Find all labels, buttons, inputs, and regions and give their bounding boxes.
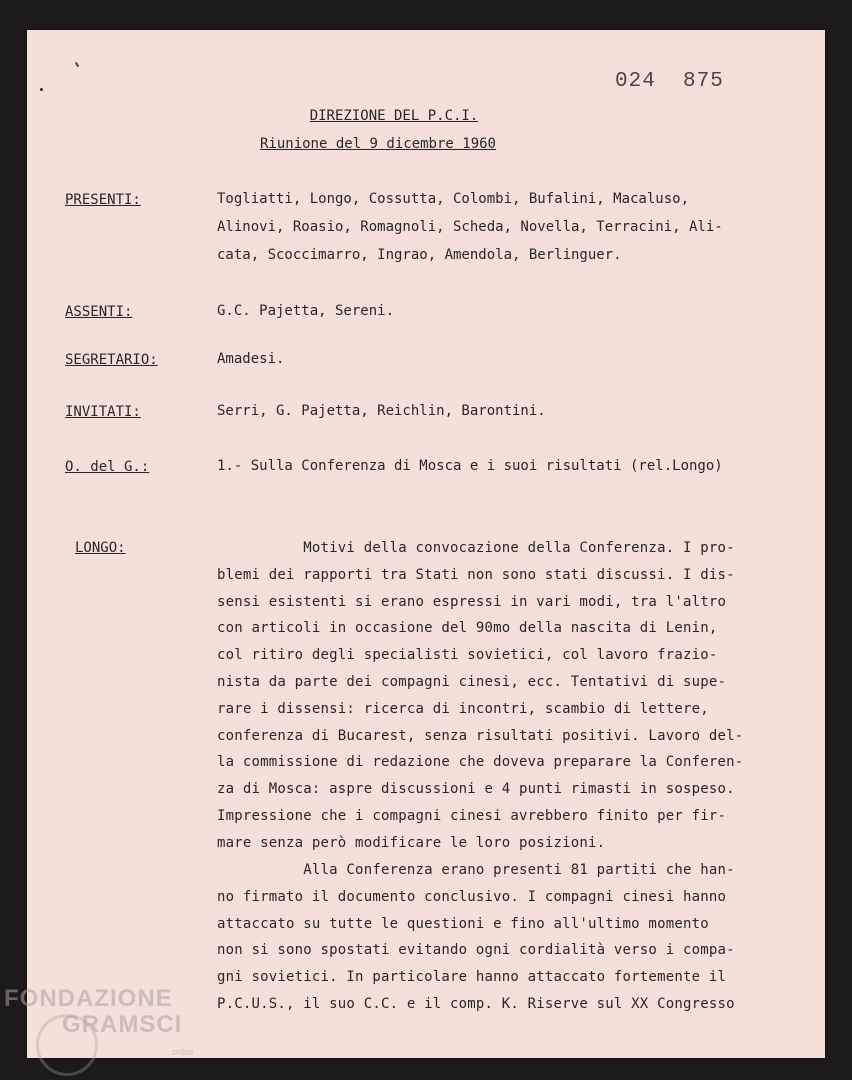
presenti-value: Togliatti, Longo, Cossutta, Colombi, Bufalini, Macaluso, Alinovi, Roasio, Romagnoli, Scheda, Novella, Terracini, Ali- cata, Scoccimarro, Ingrao, Amendola, Berlinguer.	[217, 191, 723, 263]
watermark-line-2: GRAMSCI	[62, 1011, 183, 1038]
invitati-label: INVITATI:	[65, 404, 141, 420]
ink-speck	[40, 88, 43, 91]
invitati-value: Serri, G. Pajetta, Reichlin, Barontini.	[217, 403, 546, 419]
document-number: 024 875	[615, 70, 724, 93]
odg-value: 1.- Sulla Conferenza di Mosca e i suoi risultati (rel.Longo)	[217, 458, 723, 474]
document-subtitle: Riunione del 9 dicembre 1960	[259, 136, 496, 152]
segretario-label: SEGRETARIO:	[65, 352, 158, 368]
watermark	[4, 986, 182, 1038]
presenti-label: PRESENTI:	[65, 192, 141, 208]
ink-mark	[75, 62, 79, 67]
document-page	[27, 30, 825, 1058]
assenti-value: G.C. Pajetta, Sereni.	[217, 303, 395, 319]
segretario-value: Amadesi.	[217, 351, 285, 367]
watermark-sub: onlus	[172, 1047, 194, 1057]
body-paragraph-1: Motivi della convocazione della Conferenza. I pro- blemi dei rapporti tra Stati non sono stati discussi. I dis- sensi esistenti si erano espressi in vari modi, tra l'altro con articoli in occasione del 90mo della nascita di Lenin, col ritiro degli specialisti sovietici, col lavoro frazio- nista da parte dei compagni cinesi, ecc. Tentativi di supe- rare i dissensi: ricerca di incontri, scambio di lettere, conferenza di Bucarest, senza risultati positivi. Lavoro del- la commissione di redazione che doveva preparare la Conferen- za di Mosca: aspre discussioni e 4 punti rimasti in sospeso. Impressione che i compagni cinesi avrebbero finito per fir- mare senza però modificare le loro posizioni.	[217, 540, 744, 851]
assenti-label: ASSENTI:	[65, 304, 133, 320]
document-title: DIREZIONE DEL P.C.I.	[309, 108, 479, 124]
odg-label: O. del G.:	[65, 459, 150, 475]
body-paragraph-2: Alla Conferenza erano presenti 81 partiti che han- no firmato il documento conclusivo. I compagni cinesi hanno attaccato su tutte le questioni e fino all'ultimo momento non si sono spostati evitando ogni cordialità verso i compa- gni sovietici. In particolare hanno attaccato fortemente il P.C.U.S., il suo C.C. e il comp. K. Riserve sul XX Congresso	[217, 862, 735, 1012]
watermark-line-1: FONDAZIONE	[4, 985, 173, 1012]
speaker-label: LONGO:	[75, 540, 126, 556]
